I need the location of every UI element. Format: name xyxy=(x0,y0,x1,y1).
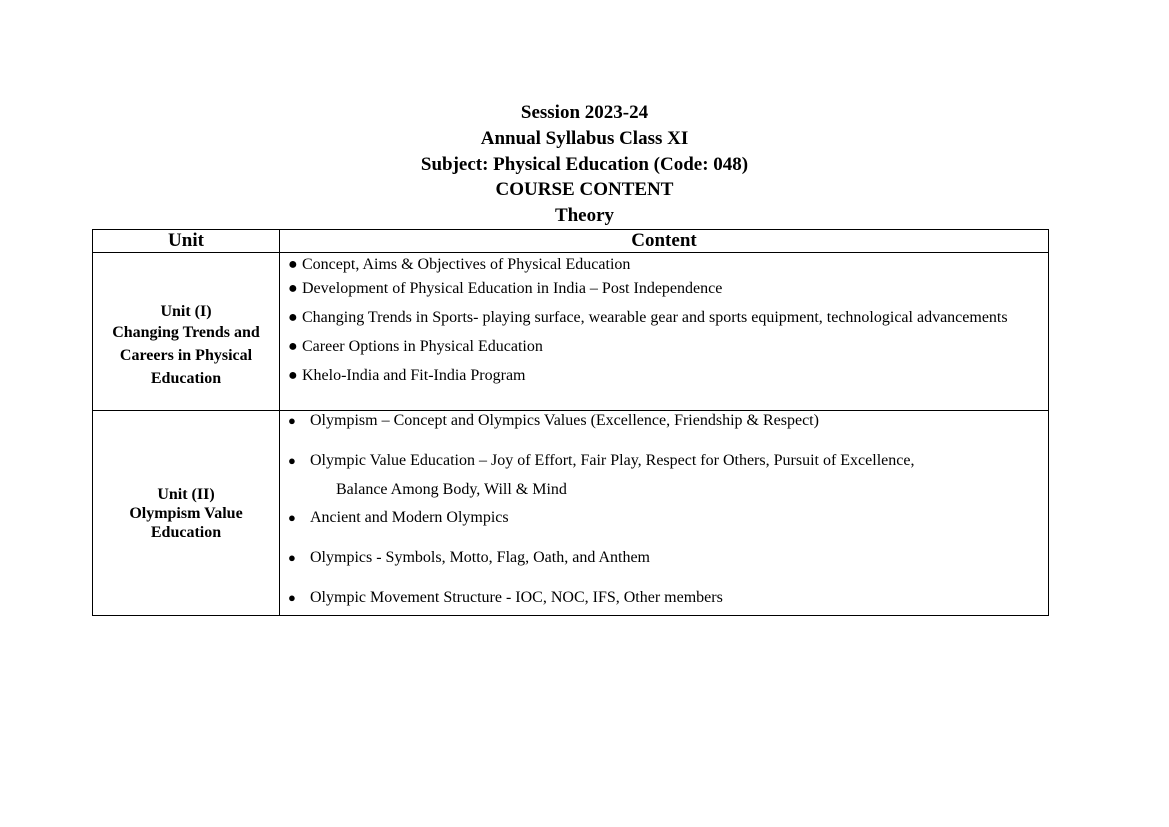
unit-cell-2 xyxy=(93,411,280,616)
content-cell-1 xyxy=(280,253,1049,411)
list-item: ● Changing Trends in Sports- playing surface, wearable gear and sports equipment, technological advancements xyxy=(288,309,1008,326)
list-item: ● Concept, Aims & Objectives of Physical Education xyxy=(288,256,631,273)
list-item: ● Olympism – Concept and Olympics Values (Excellence, Friendship & Respect) xyxy=(288,412,819,429)
list-item: ● Khelo-India and Fit-India Program xyxy=(288,367,526,384)
content-list xyxy=(280,255,1048,395)
bullet-icon: ● xyxy=(288,256,298,273)
unit-code: Unit (I) xyxy=(160,302,212,320)
bullet-icon: ● xyxy=(288,510,296,525)
unit-code: Unit (II) xyxy=(157,485,215,503)
subject-title: Subject: Physical Education (Code: 048) xyxy=(420,153,749,175)
unit-title-line: Careers in Physical xyxy=(119,346,253,364)
unit-title-line: Education xyxy=(150,523,222,541)
table-header-row xyxy=(93,230,1049,253)
list-item: ● Career Options in Physical Education xyxy=(288,338,543,355)
list-item: ● Development of Physical Education in India – Post Independence xyxy=(288,280,723,297)
table-row-unit-1 xyxy=(93,253,1049,411)
column-header-content: Content xyxy=(280,230,1049,253)
course-content-heading: COURSE CONTENT xyxy=(495,179,674,201)
column-header-unit: Unit xyxy=(93,230,280,253)
bullet-icon: ● xyxy=(288,550,296,565)
theory-heading: Theory xyxy=(554,205,615,227)
list-item: ● Olympic Movement Structure - IOC, NOC, IFS, Other members xyxy=(288,589,723,606)
bullet-icon: ● xyxy=(288,309,298,326)
list-item: ● Olympic Value Education – Joy of Effort, Fair Play, Respect for Others, Pursuit of Excellence, Balance Among Body, Will & Mind xyxy=(280,451,1048,500)
session-title: Session 2023-24 xyxy=(520,102,649,123)
syllabus-table xyxy=(92,229,1049,616)
list-item: ● Olympics - Symbols, Motto, Flag, Oath, and Anthem xyxy=(288,549,650,566)
bullet-icon: ● xyxy=(288,338,298,355)
unit-title-line: Education xyxy=(150,369,222,387)
syllabus-title: Annual Syllabus Class XI xyxy=(480,127,689,149)
bullet-icon: ● xyxy=(288,590,296,605)
list-item: ● Ancient and Modern Olympics xyxy=(288,509,509,526)
bullet-icon: ● xyxy=(288,280,298,297)
content-cell-2 xyxy=(280,411,1049,616)
table-row-unit-2 xyxy=(93,411,1049,616)
list-item-continuation: Balance Among Body, Will & Mind xyxy=(336,481,567,498)
content-list xyxy=(280,411,1048,608)
bullet-icon: ● xyxy=(288,453,296,468)
document-header xyxy=(0,100,1169,229)
unit-title-line: Olympism Value xyxy=(129,504,243,522)
bullet-icon: ● xyxy=(288,367,298,384)
unit-cell-1 xyxy=(93,253,280,411)
bullet-icon: ● xyxy=(288,413,296,428)
unit-title-line: Changing Trends and xyxy=(112,323,260,341)
